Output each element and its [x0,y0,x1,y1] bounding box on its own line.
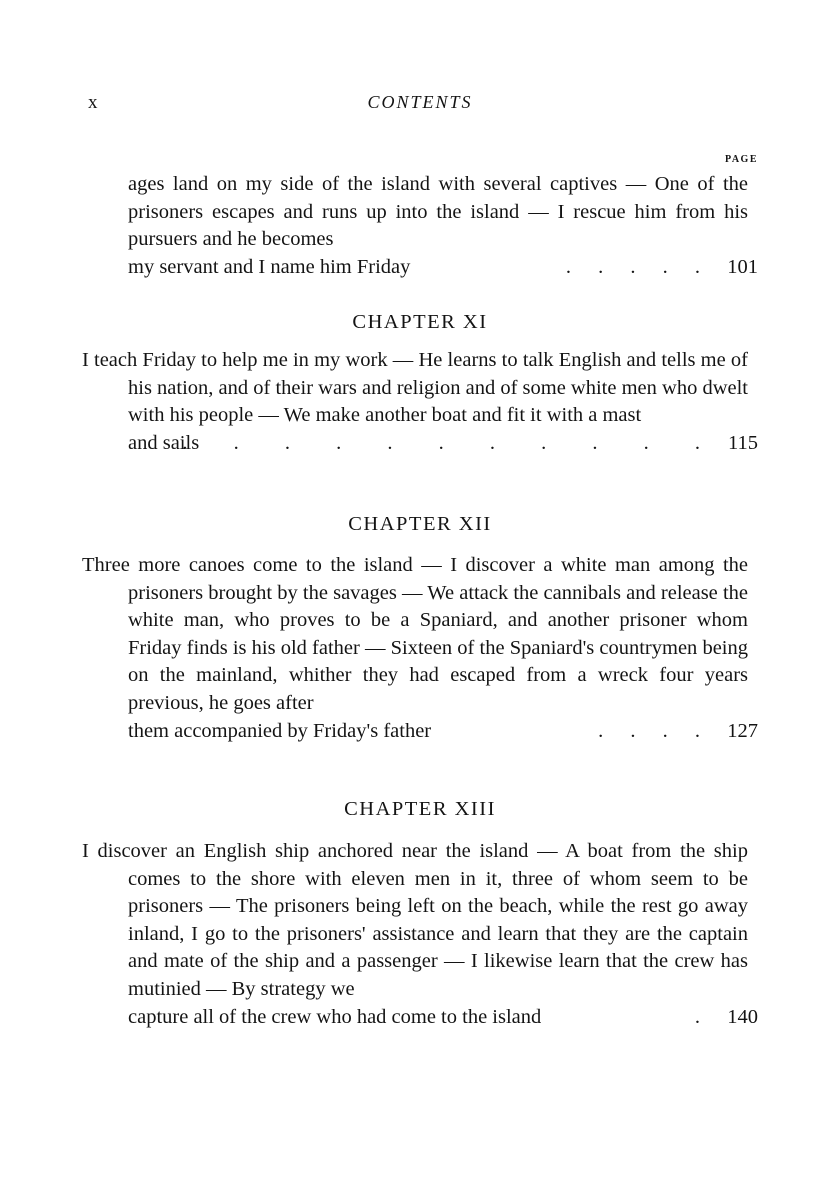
chapter-heading-xii: CHAPTER XII [348,513,492,535]
entry-last-line [82,254,758,282]
chapter-heading-xiii: CHAPTER XIII [344,798,496,820]
entry-last-line [82,1004,758,1032]
entry-last-line [82,718,758,746]
chapter-heading-xi: CHAPTER XI [352,311,488,333]
entry-last-line-text: capture all of the crew who had come to the island [128,1005,542,1028]
entry-last-line [82,430,758,458]
dot-leader: . . . . . . . . . . . [182,431,700,454]
entry-description: I discover an English ship anchored near the island — A boat from the ship comes to the shore with eleven men in it, three of whom seem to be prisoners — The prisoners being left on the beach, while the rest go away inland, I go to the prisoners' assistance and learn that they are the captain and mate of the ship and a passenger — I likewise learn that the crew has mutinied — By strategy we [82,840,748,1000]
dot-leader: . . . . . [565,255,700,278]
page-column-label: PAGE [724,154,758,165]
entry-last-line-text: and sails [128,431,200,454]
page-ref: 115 [728,431,758,454]
entry-description: Three more canoes come to the island — I discover a white man among the prisoners brought by the savages — We attack the cannibals and release the white man, who proves to be a Spaniard, and another prisoner whom Friday finds is his old father — Sixteen of the Spaniard's countrymen being on the mainland, whither they had escaped from a wreck four years previous, he goes after [82,554,748,714]
entry-description: ages land on my side of the island with several captives — One of the prisoners escapes and runs up into the island — I rescue him from his pursuers and he becomes [128,173,748,251]
page-ref: 101 [727,255,758,278]
dot-leader: . [694,1005,700,1028]
toc-entry-chapter-x-continued [82,171,758,281]
entry-description: I teach Friday to help me in my work — He learns to talk English and tells me of his nation, and of their wars and religion and of some white men who dwelt with his people — We make another boat and fit it with a mast [82,349,748,427]
toc-entry-chapter-xiii [82,838,758,1031]
page-ref: 127 [727,719,758,742]
entry-last-line-text: them accompanied by Friday's father [128,719,432,742]
page-number: x [88,92,99,113]
entry-last-line-text: my servant and I name him Friday [128,255,411,278]
toc-entry-chapter-xii [82,552,758,745]
page-ref: 140 [727,1005,758,1028]
toc-entry-chapter-xi [82,347,758,457]
dot-leader: . . . . [598,719,700,742]
running-title: CONTENTS [367,92,473,112]
